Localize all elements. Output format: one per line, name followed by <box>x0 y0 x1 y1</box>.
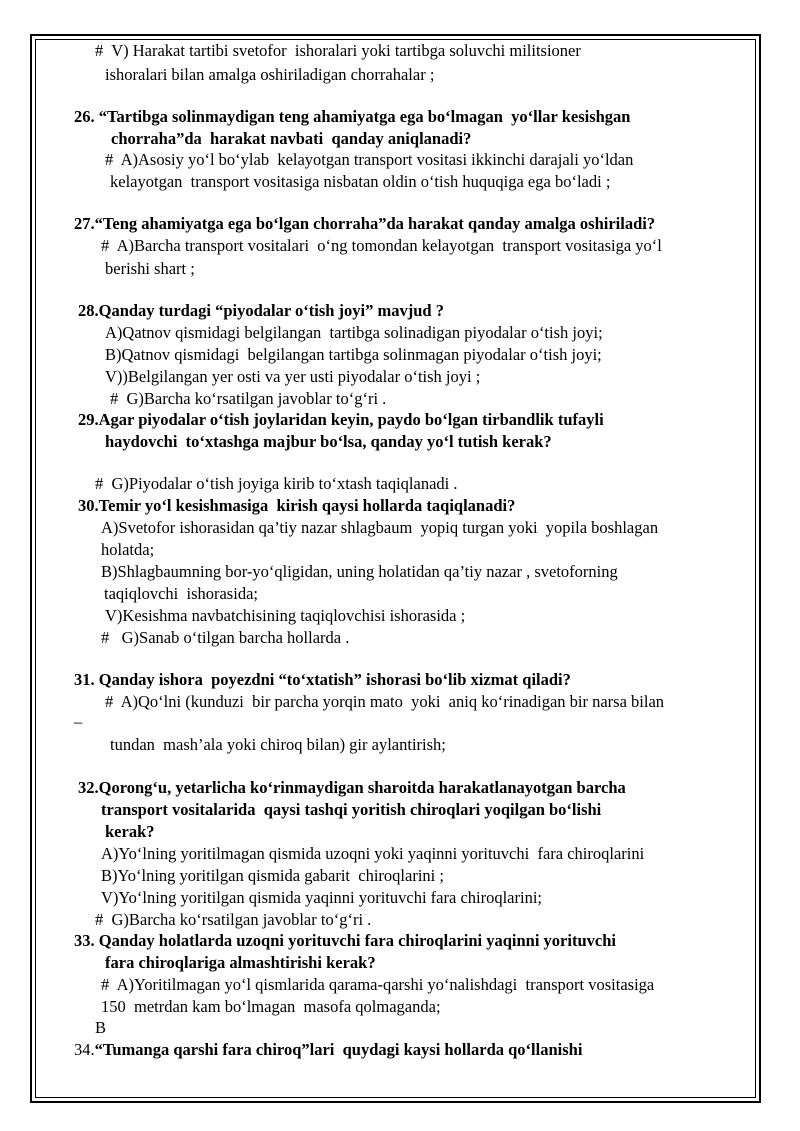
question-text: “Tumanga qarshi fara chiroq”lari quydagi kaysi hollarda qo‘llanishi <box>94 1040 583 1059</box>
answer-line: # G)Barcha ko‘rsatilgan javoblar to‘g‘ri . <box>95 910 372 929</box>
question-line: transport vositalarida qaysi tashqi yoritish chiroqlari yoqilgan bo‘lishi <box>101 800 602 819</box>
option-line: B <box>95 1018 107 1037</box>
question-line: kerak? <box>105 822 155 841</box>
option-line: ishoralari bilan amalga oshiriladigan chorrahalar ; <box>105 65 435 84</box>
answer-line: # A)Yoritilmagan yo‘l qismlarida qarama-qarshi yo‘nalishdagi transport vositasiga <box>101 975 655 994</box>
answer-line: tundan mash’ala yoki chiroq bilan) gir aylantirish; <box>110 735 446 754</box>
option-line: V)Kesishma navbatchisining taqiqlovchisi ishorasida ; <box>105 606 466 625</box>
dash-line: – <box>74 712 83 731</box>
option-line: V)Yo‘lning yoritilgan qismida yaqinni yorituvchi fara chiroqlarini; <box>101 888 542 907</box>
option-line: taqiqlovchi ishorasida; <box>104 584 258 603</box>
answer-line: # G)Sanab o‘tilgan barcha hollarda . <box>101 628 350 647</box>
question-30: 30.Temir yo‘l kesishmasiga kirish qaysi hollarda taqiqlanadi? <box>78 496 516 515</box>
option-line: B)Qatnov qismidagi belgilangan tartibga solinmagan piyodalar o‘tish joyi; <box>105 345 602 364</box>
option-line: V))Belgilangan yer osti va yer usti piyodalar o‘tish joyi ; <box>105 367 481 386</box>
question-31: 31. Qanday ishora poyezdni “to‘xtatish” ishorasi bo‘lib xizmat qiladi? <box>74 670 571 689</box>
option-line: A)Svetofor ishorasidan qa’tiy nazar shlagbaum yopiq turgan yoki yopila boshlagan <box>101 518 659 537</box>
question-33: 33. Qanday holatlarda uzoqni yorituvchi fara chiroqlarini yaqinni yorituvchi <box>74 931 616 950</box>
question-27: 27.“Teng ahamiyatga ega bo‘lgan chorraha”da harakat qanday amalga oshiriladi? <box>74 214 656 233</box>
option-line: A)Yo‘lning yoritilmagan qismida uzoqni yoki yaqinni yorituvchi fara chiroqlarini <box>101 844 645 863</box>
option-line: A)Qatnov qismidagi belgilangan tartibga solinadigan piyodalar o‘tish joyi; <box>105 323 603 342</box>
answer-line: berishi shart ; <box>105 259 195 278</box>
option-line: holatda; <box>101 540 155 559</box>
option-line: B)Yo‘lning yoritilgan qismida gabarit chiroqlarini ; <box>101 866 444 885</box>
answer-line: kelayotgan transport vositasiga nisbatan oldin o‘tish huquqiga ega bo‘ladi ; <box>110 172 611 191</box>
answer-line: 150 metrdan kam bo‘lmagan masofa qolmaganda; <box>101 997 441 1016</box>
question-line: haydovchi to‘xtashga majbur bo‘lsa, qanday yo‘l tutish kerak? <box>105 432 552 451</box>
answer-line: # A)Asosiy yo‘l bo‘ylab kelayotgan transport vositasi ikkinchi darajali yo‘ldan <box>105 150 634 169</box>
option-line: # V) Harakat tartibi svetofor ishoralari yoki tartibga soluvchi militsioner <box>95 41 581 60</box>
question-line: fara chiroqlariga almashtirishi kerak? <box>105 953 376 972</box>
question-28: 28.Qanday turdagi “piyodalar o‘tish joyi” mavjud ? <box>78 301 444 320</box>
question-34 <box>74 1040 582 1060</box>
answer-line: # G)Piyodalar o‘tish joyiga kirib to‘xtash taqiqlanadi . <box>95 474 458 493</box>
question-number: 34. <box>74 1040 95 1059</box>
answer-line: # A)Qo‘lni (kunduzi bir parcha yorqin mato yoki aniq ko‘rinadigan bir narsa bilan <box>105 692 665 711</box>
answer-line: # G)Barcha ko‘rsatilgan javoblar to‘g‘ri . <box>110 389 387 408</box>
question-line: chorraha”da harakat navbati qanday aniqlanadi? <box>111 129 472 148</box>
answer-line: # A)Barcha transport vositalari o‘ng tomondan kelayotgan transport vositasiga yo‘l <box>101 236 662 255</box>
question-29: 29.Agar piyodalar o‘tish joylaridan keyin, paydo bo‘lgan tirbandlik tufayli <box>78 410 604 429</box>
question-26: 26. “Tartibga solinmaydigan teng ahamiyatga ega bo‘lmagan yo‘llar kesishgan <box>74 107 631 126</box>
option-line: B)Shlagbaumning bor-yo‘qligidan, uning holatidan qa’tiy nazar , svetoforning <box>101 562 618 581</box>
question-32: 32.Qorong‘u, yetarlicha ko‘rinmaydigan sharoitda harakatlanayotgan barcha <box>78 778 626 797</box>
